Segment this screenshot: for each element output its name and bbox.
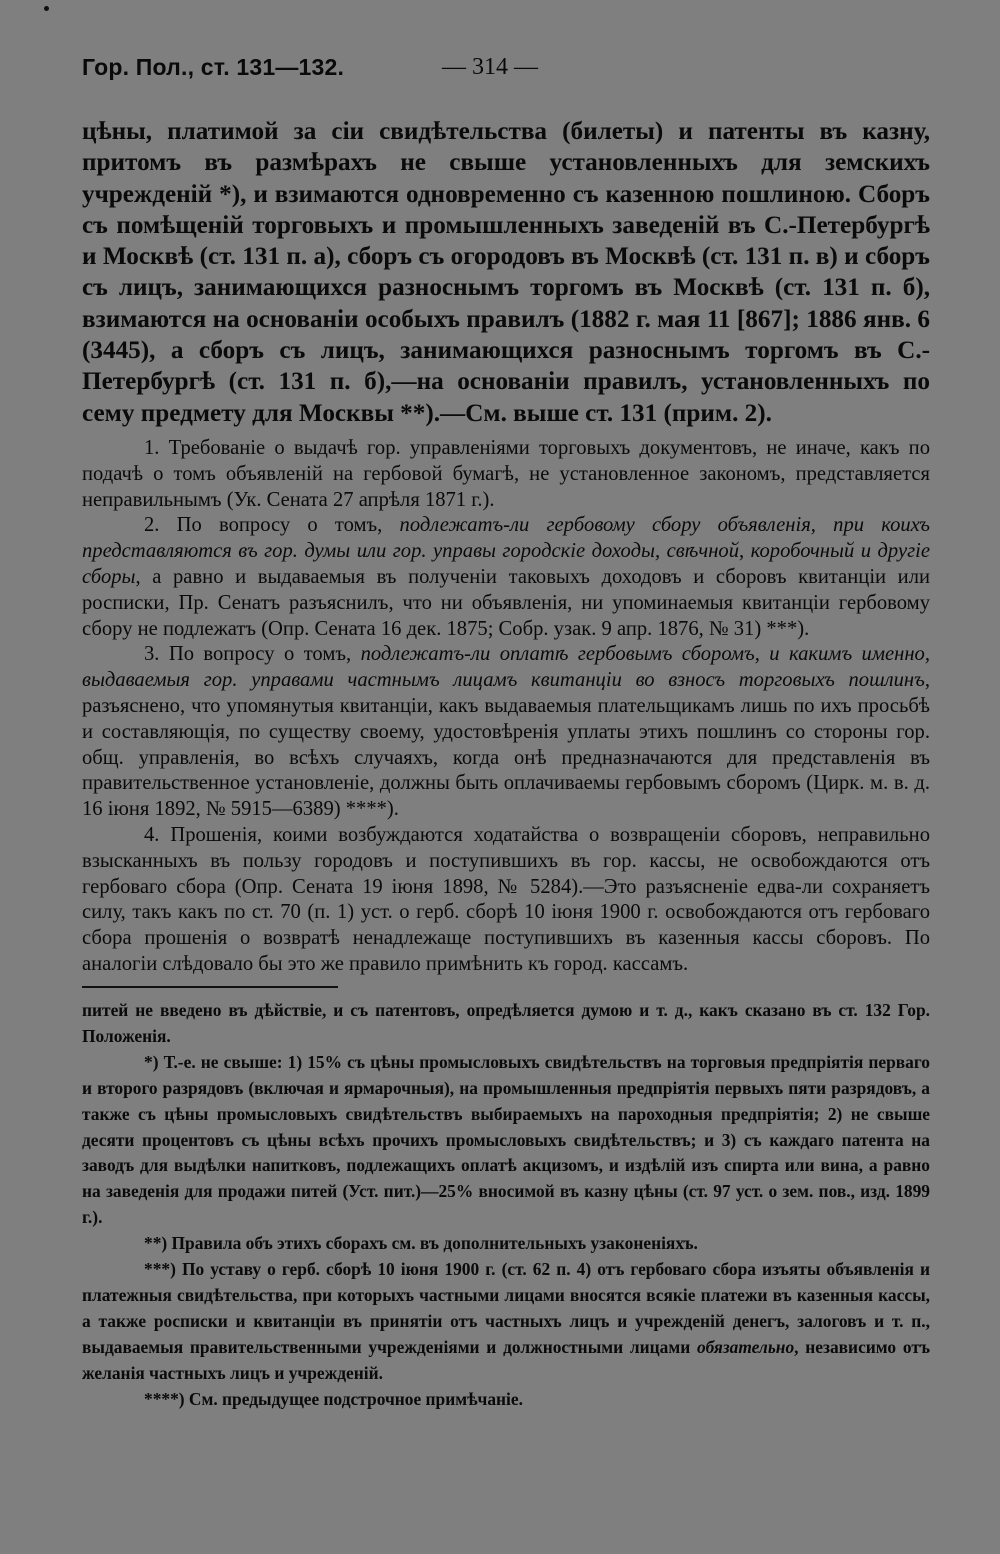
note-2-start: 2. По вопросу о томъ, [144, 514, 400, 537]
note-4: 4. Прошенія, коими возбуждаются ходатайства о возвращеніи сборовъ, неправильно взысканныхъ въ пользу городовъ и поступившихъ въ гор. кассы, не освобождаются отъ гербоваго сбора (Опр. Сената 19 іюня 1898, № 5284).—Это разъясненіе едва-ли сохраняетъ силу, такъ какъ по ст. 70 (п. 1) уст. о герб. сборѣ 10 іюня 1900 г. освобождаются отъ гербоваго сбора прошенія о возвратѣ ненадлежаще поступившихъ въ казенныя кассы сборовъ. По аналогіи слѣдовало бы это же правило примѣнить къ город. кассамъ. [82, 823, 930, 975]
running-title: Гор. Пол., ст. 131—132. [82, 54, 345, 80]
footnote-3 [82, 1257, 930, 1387]
numbered-notes [82, 436, 930, 978]
note-3-italic: подлежатъ-ли оплатѣ гербовымъ сборомъ, и какимъ именно, выдаваемыя гор. управами частнымъ лицамъ квитанціи во взносъ торговыхъ пошлинъ [82, 643, 930, 692]
footnote-4: ****) См. предыдущее подстрочное примѣчаніе. [144, 1388, 523, 1409]
footnote-2: **) Правила объ этихъ сборахъ см. въ дополнительныхъ узаконеніяхъ. [144, 1233, 698, 1254]
note-3 [82, 642, 930, 823]
note-2-end: , а равно и выдаваемыя въ полученіи таковыхъ доходовъ и сборовъ квитанціи или росписки, Пр. Сенатъ разъяснилъ, что ни объявленія, ни упоминаемыя квитанціи гербовому сбору не подлежатъ (Опр. Сената 16 дек. 1875; Собр. узак. 9 апр. 1876, № 31) ***). [82, 565, 930, 640]
note-2 [82, 513, 930, 642]
footnote-3-start: ***) По уставу о герб. сборѣ 10 іюня 1900 г. (ст. 62 п. 4) отъ гербоваго сбора изъяты объявленія и платежныя свидѣтельства, при которыхъ частными лицами вносятся всякіе платежи въ казенныя кассы, а также росписки и квитанціи въ принятіи отъ частныхъ лицъ и учрежденій денегъ, залоговъ и т. п., выдаваемыя правительственными учрежденіями и должностными лицами [82, 1259, 930, 1357]
lead-paragraph: цѣны, платимой за сіи свидѣтельства (билеты) и патенты въ казну, притомъ въ размѣрахъ не свыше установленныхъ для земскихъ учрежденій *), и взимаются одновременно съ казенною пошлиною. Сборъ съ помѣщеній торговыхъ и промышленныхъ заведеній въ С.-Петербургѣ и Москвѣ (ст. 131 п. а), сборъ съ огородовъ въ Москвѣ (ст. 131 п. в) и сборъ съ лицъ, занимающихся разноснымъ торгомъ въ Москвѣ (ст. 131 п. б), взимаются на основаніи особыхъ правилъ (1882 г. мая 11 [867]; 1886 янв. 6 (3445), а сборъ съ лицъ, занимающихся разноснымъ торгомъ въ С.-Петербургѣ (ст. 131 п. б),—на основаніи правилъ, установленныхъ по сему предмету для Москвы **).—См. выше ст. 131 (прим. 2). [82, 118, 930, 427]
footnote-3-end: , независимо отъ желанія частныхъ лицъ и учрежденій. [82, 1336, 931, 1383]
footnote-3-italic: обязательно [696, 1336, 795, 1357]
note-1: 1. Требованіе о выдачѣ гор. управленіями торговыхъ документовъ, не иначе, какъ по подачѣ о томъ объявленій на гербовой бумагѣ, не установленное закономъ, представляется неправильнымъ (Ук. Сената 27 апрѣля 1871 г.). [82, 436, 930, 511]
note-2-italic: подлежатъ-ли гербовому сбору объявленія, при коихъ представляются въ гор. думы или гор. управы городскіе доходы, свѣчной, коробочный и другіе сборы [82, 514, 930, 588]
footnote-continuation: питей не введено въ дѣйствіе, и съ патентовъ, опредѣляется думою и т. д., какъ сказано въ ст. 132 Гор. Положенія. [82, 1000, 930, 1046]
note-3-end: , разъяснено, что упомянутыя квитанціи, какъ выдаваемыя плательщикамъ лишь по ихъ просьбѣ и составляющія, по существу своему, удостовѣренія уплаты этихъ пошлинъ со стороны гор. общ. управленія, во всѣхъ случаяхъ, когда онѣ предназначаются для представленія въ правительственное установленіе, должны быть оплачиваемы гербовымъ сборомъ (Цирк. м. в. д. 16 іюня 1892, № 5915—6389) ****). [82, 669, 930, 821]
note-3-start: 3. По вопросу о томъ, [144, 643, 361, 666]
page-header [82, 54, 930, 88]
footnote-1: *) Т.-е. не свыше: 1) 15% съ цѣны промысловыхъ свидѣтельствъ на торговыя предпріятія перваго и второго разрядовъ (включая и ярмарочныя), на промышленныя предпріятія первыхъ пяти разрядовъ, а также съ цѣны промысловыхъ свидѣтельствъ выбираемыхъ на пароходныя предпріятія; 2) не свыше десяти процентовъ съ цѣны всѣхъ прочихъ промысловыхъ свидѣтельствъ; и 3) съ каждаго патента на заводъ для выдѣлки напитковъ, подлежащихъ оплатѣ акцизомъ, и издѣлій изъ спирта или вина, а равно на заведенія для продажи питей (Уст. пит.)—25% вносимой въ казну цѣны (ст. 97 уст. о зем. пов., изд. 1899 г.). [82, 1051, 930, 1228]
footnotes [82, 998, 930, 1413]
footnote-divider [82, 986, 338, 988]
page-number: — 314 — [442, 54, 538, 80]
main-text [82, 116, 930, 978]
page-speck [44, 6, 49, 11]
